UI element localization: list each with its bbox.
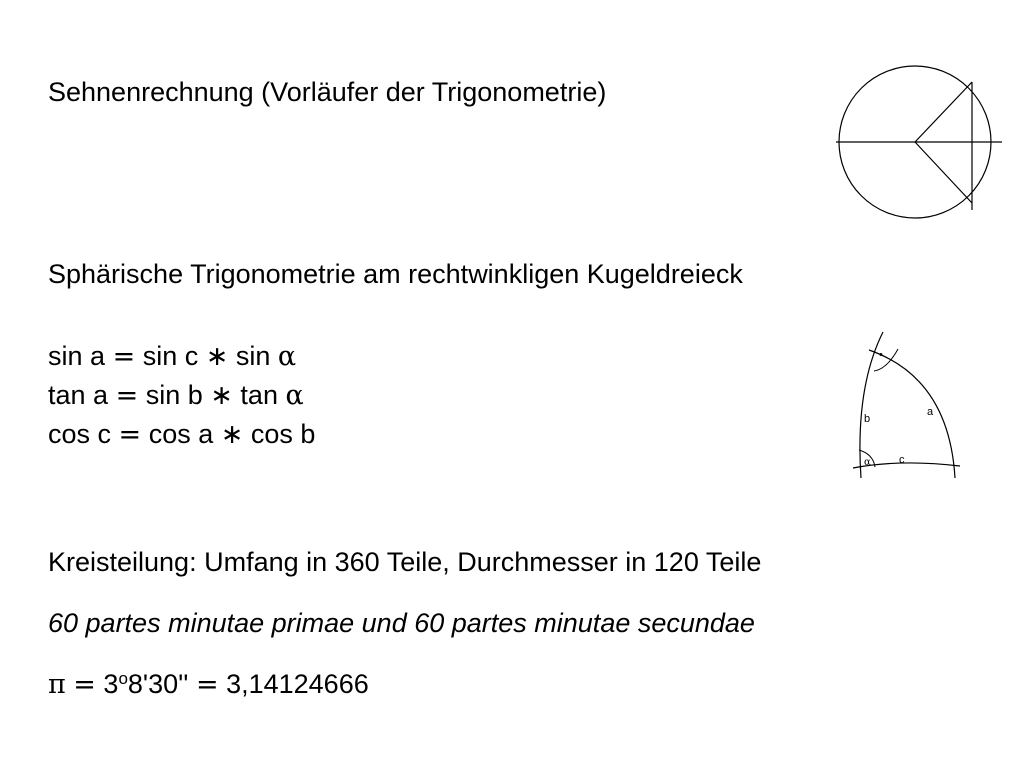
- formula-sin-a: sin a = sin c ∗ sin α: [48, 341, 297, 372]
- label-a: a: [927, 406, 934, 418]
- spherical-trig-heading: Sphärische Trigonometrie am rechtwinkligen Kugeldreieck: [48, 259, 743, 289]
- label-alpha: α: [864, 457, 871, 468]
- pi-symbol: π: [48, 669, 66, 700]
- alpha-symbol: α: [285, 380, 304, 411]
- formula-tan-a: tan a = sin b ∗ tan α: [48, 380, 304, 411]
- alpha-symbol: α: [277, 341, 297, 372]
- partes-text: 60 partes minutae primae und 60 partes minutae secundae: [48, 608, 755, 638]
- right-angle-arc: [874, 349, 898, 371]
- right-angle-dot: •: [879, 349, 883, 361]
- radius-upper: [915, 82, 972, 142]
- side-a-arc: [869, 350, 955, 478]
- radius-lower: [915, 142, 972, 203]
- label-b: b: [864, 413, 871, 425]
- chord-circle-figure: [836, 60, 1008, 232]
- spherical-triangle-figure: [845, 328, 970, 483]
- circle-division-text: Kreisteilung: Umfang in 360 Teile, Durchmesser in 120 Teile: [48, 547, 762, 577]
- formula-cos-c: cos c = cos a ∗ cos b: [48, 419, 316, 450]
- chord-calculation-heading: Sehnenrechnung (Vorläufer der Trigonometrie): [48, 77, 607, 107]
- pi-approximation: π = 3$^o$8'30'' = 3,14124666: [48, 669, 369, 700]
- label-c: c: [899, 454, 905, 466]
